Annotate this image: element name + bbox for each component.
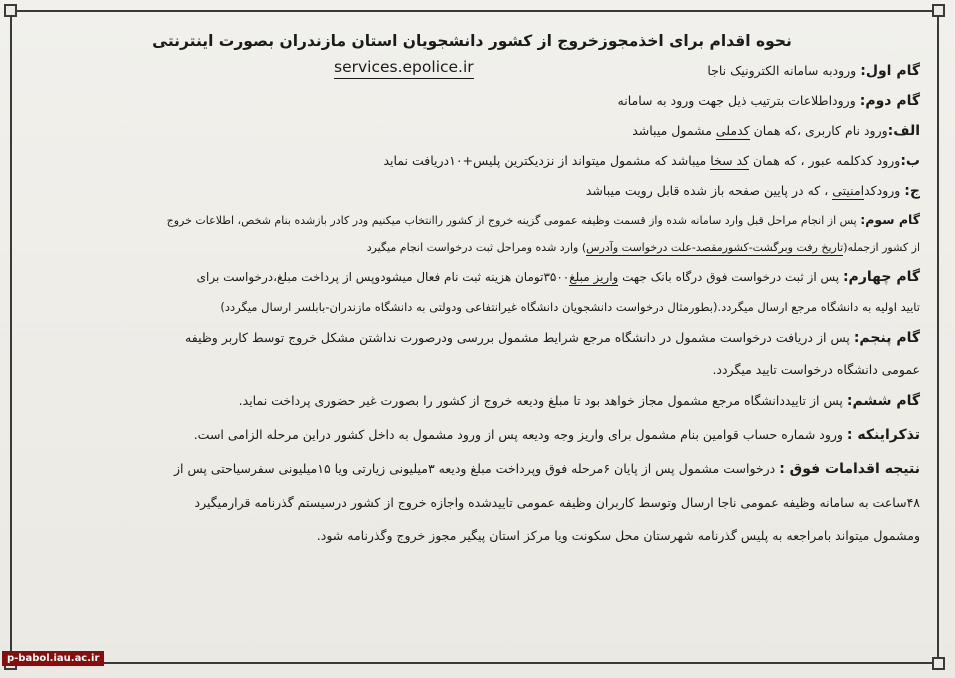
step-4-cont (24, 294, 920, 321)
result (24, 452, 920, 486)
step-2-text: وروداطلاعات بترتیب ذیل جهت ورود به سامانه (617, 93, 856, 108)
result-line-3: ومشمول میتواند بامراجعه به پلیس گذرنامه شهرستان محل سکونت ویا مرکز استان پیگیر مجوز خروج وگذرنامه شود. (316, 528, 920, 543)
corner-ornament (932, 4, 945, 17)
item-alef-text: ورود نام کاربری ،که همان (749, 123, 888, 138)
item-jim-underlined: امنیتی (832, 183, 865, 198)
step-6-text: پس از تاییددانشگاه مرجع مشمول مجاز خواهد بود تا مبلغ ودیعه خروج از کشور را بصورت غیر حضوری پرداخت نماید. (238, 393, 847, 408)
note (24, 418, 920, 452)
step-2 (24, 86, 920, 116)
step-5-line-2: عمومی دانشگاه درخواست تایید میگردد. (712, 362, 920, 377)
step-6-label: گام ششم: (846, 393, 920, 409)
step-4-label: گام چهارم: (842, 269, 920, 285)
step-4-line-1-end: ۳۵۰۰تومان هزینه ثبت نام فعال میشودوپس از پرداخت مبلغ،درخواست برای (196, 270, 570, 284)
step-3 (24, 206, 920, 234)
step-3-label: گام سوم: (860, 212, 920, 227)
step-3-underlined: تاریخ رفت وبرگشت-کشورمقصد-علت درخواست وآدرس (586, 241, 844, 254)
item-be-label: ب: (900, 153, 920, 169)
step-5-label: گام پنجم: (853, 330, 920, 346)
note-label: تذکراینکه : (846, 427, 920, 443)
item-jim-text-end: ، که در پایین صفحه باز شده قابل رویت میباشد (585, 183, 833, 198)
step-3-cont (24, 234, 920, 261)
item-alef-underlined: کدملی (715, 123, 750, 138)
step-1-text: ورودبه سامانه الکترونیک ناجا (707, 63, 857, 78)
step-1 (24, 56, 920, 86)
corner-ornament (4, 4, 17, 17)
item-jim-text: ورودکد (864, 183, 905, 198)
page-title: نحوه اقدام برای اخذمجوزخروج از کشور دانشجویان استان مازندران بصورت اینترنتی (152, 32, 792, 50)
step-2-item-be (24, 146, 920, 176)
step-2-item-alef (24, 116, 920, 146)
result-label: نتیجه اقدامات فوق : (779, 461, 920, 477)
step-3-line-2: از کشور ازجمله( (843, 241, 920, 254)
document-body (24, 30, 920, 552)
step-4-line-1: پس از ثبت درخواست فوق درگاه بانک جهت (618, 270, 843, 284)
step-6 (24, 384, 920, 418)
note-text: ورود شماره حساب قوامین بنام مشمول برای واریز وجه ودیعه پس از ورود مشمول به داخل کشور دراین مرحله الزامی است. (193, 427, 847, 442)
result-cont-1 (24, 486, 920, 519)
result-line-2: ۴۸ساعت به سامانه وظیفه عمومی ناجا ارسال وتوسط کاربران وظیفه عمومی تاییدشده واجازه خروج از کشور درسیستم گذرنامه قرارمیگیرد (194, 495, 920, 510)
step-2-label: گام دوم: (859, 93, 920, 109)
step-5-line-1: پس از دریافت درخواست مشمول در دانشگاه مرجع شرایط مشمول بررسی ودرصورت نداشتن مشکل خروج توسط کاربر وظیفه (185, 330, 854, 345)
step-2-item-jim (24, 176, 920, 206)
item-be-text: ورود کدکلمه عبور ، که همان (749, 153, 901, 168)
step-4 (24, 261, 920, 294)
step-5-cont (24, 355, 920, 384)
result-line-1: درخواست مشمول پس از پایان ۶مرحله فوق وپرداخت مبلغ ودیعه ۳میلیونی زیارتی ویا ۱۵میلیونی سفرسیاحتی پس از (174, 461, 780, 476)
service-url-link[interactable]: services.epolice.ir (334, 56, 474, 79)
result-cont-2 (24, 519, 920, 552)
step-1-label: گام اول: (860, 63, 920, 79)
step-4-underlined: واریز مبلغ (569, 270, 619, 284)
item-jim-label: ج: (904, 183, 920, 199)
step-4-line-2: تایید اولیه به دانشگاه مرجع ارسال میگردد.(بطورمثال درخواست دانشجویان دانشگاه غیرانتفاعی ودولتی به دانشگاه مازندران-بابلسر ارسال میگردد) (220, 300, 920, 314)
corner-ornament (932, 657, 945, 670)
site-watermark: p-babol.iau.ac.ir (2, 651, 104, 666)
step-3-line-1: پس از انجام مراحل قبل وارد سامانه شده واز قسمت وظیفه عمومی گزینه خروج از کشور راانتخاب میکنیم ودر کادر بازشده بنام شخص، اطلاعات خروج (166, 214, 861, 227)
item-alef-text-end: مشمول میباشد (632, 123, 716, 138)
step-3-line-2-end: ) وارد شده ومراحل ثبت درخواست انجام میگیرد (366, 241, 587, 254)
item-be-text-end: میباشد که مشمول میتواند از نزدیکترین پلیس+۱۰دریافت نماید (383, 153, 711, 168)
step-5 (24, 321, 920, 355)
item-be-underlined: کد سخا (710, 153, 750, 168)
item-alef-label: الف: (887, 123, 920, 139)
